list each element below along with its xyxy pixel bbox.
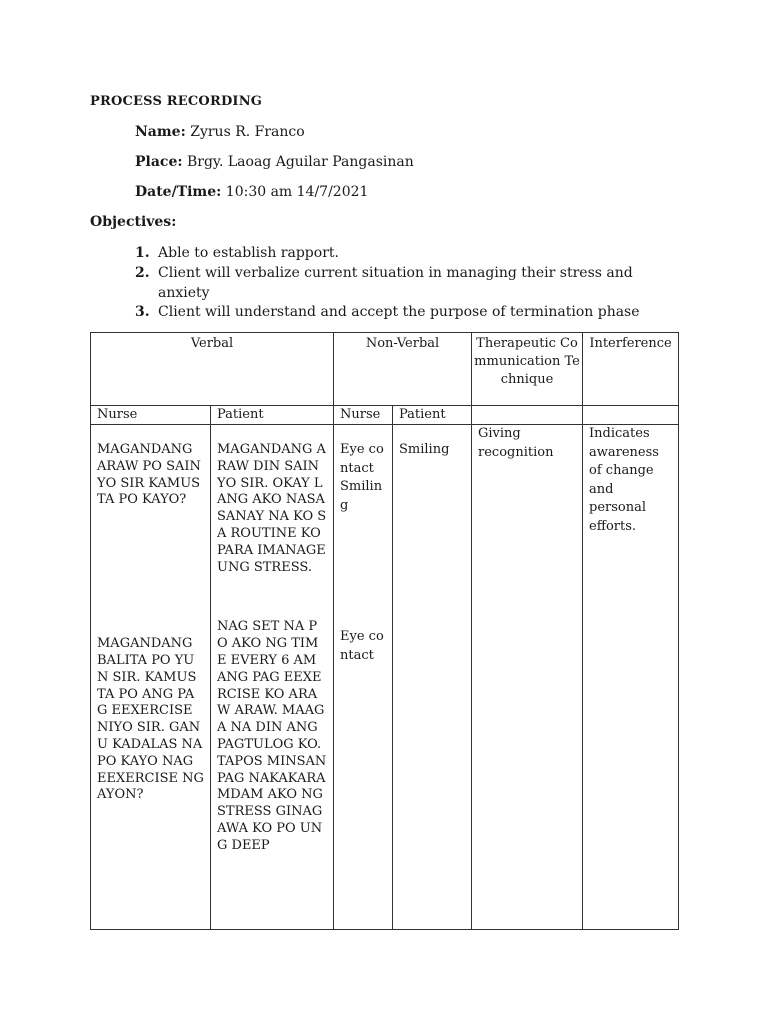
process-recording-table: [90, 332, 679, 930]
patient-verbal-text: NAG SET NA PO AKO NG TIME EVERY 6 AM ANG PAG EEXERCISE KO ARAW ARAW. MAAGA NA DIN ANG PAGTULOG KO. TAPOS MINSAN PAG NAKAKARAMDAM AKO NG STRESS GINAGAWA KO PO UNG DEEP: [217, 619, 327, 853]
header-interference: Interference: [583, 333, 679, 406]
objective-text: Able to establish rapport.: [158, 245, 339, 261]
subheader-nv-patient: Patient: [393, 406, 472, 425]
subheader-patient: Patient: [211, 406, 334, 425]
subheader-technique-empty: [472, 406, 583, 425]
objective-item: [135, 302, 675, 322]
table-row: [91, 425, 679, 930]
objective-number: 3.: [135, 304, 150, 320]
objective-number: 2.: [135, 265, 150, 281]
datetime-field: [135, 184, 368, 200]
row-technique-cell: [472, 425, 583, 930]
table-subheader-row: [91, 406, 679, 425]
objective-item: [135, 263, 675, 303]
row-nv-nurse-cell: [334, 425, 393, 930]
nurse-verbal-text: MAGANDANG ARAW PO SAINYO SIR KAMUSTA PO KAYO?: [97, 442, 201, 508]
row-interference-cell: [583, 425, 679, 930]
name-field: [135, 124, 305, 140]
page-title: PROCESS RECORDING: [90, 94, 263, 109]
datetime-label: Date/Time:: [135, 184, 222, 200]
objective-number: 1.: [135, 245, 150, 261]
subheader-nurse: Nurse: [91, 406, 211, 425]
patient-nonverbal-text: Smiling: [399, 442, 450, 457]
row-nv-patient-cell: [393, 425, 472, 930]
datetime-value: 10:30 am 14/7/2021: [225, 184, 369, 200]
name-value: Zyrus R. Franco: [190, 124, 305, 140]
place-value: Brgy. Laoag Aguilar Pangasinan: [186, 154, 414, 170]
header-verbal: Verbal: [91, 333, 334, 406]
row-nurse-cell: [91, 425, 211, 930]
interference-text: Indicates awareness of change and personal efforts.: [589, 426, 659, 534]
objectives-heading: Objectives:: [90, 214, 177, 230]
patient-verbal-text: MAGANDANG ARAW DIN SAINYO SIR. OKAY LANG AKO NASASANAY NA KO SA ROUTINE KO PARA IMANAGE UNG STRESS.: [217, 442, 327, 575]
place-label: Place:: [135, 154, 183, 170]
header-nonverbal: Non-Verbal: [334, 333, 472, 406]
name-label: Name:: [135, 124, 186, 140]
header-technique: Therapeutic Communication Technique: [472, 333, 583, 406]
nurse-verbal-text: MAGANDANG BALITA PO YUN SIR. KAMUSTA PO ANG PAG EEXERCISE NIYO SIR. GANU KADALAS NA PO KAYO NAG EEXERCISE NGAYON?: [97, 636, 204, 803]
subheader-nv-nurse: Nurse: [334, 406, 393, 425]
objective-item: [135, 243, 675, 263]
objective-text: Client will understand and accept the purpose of termination phase: [158, 304, 640, 320]
nurse-nonverbal-text: Eye contact: [340, 629, 384, 663]
place-field: [135, 154, 414, 170]
table-header-row: [91, 333, 679, 406]
objective-text: Client will verbalize current situation in managing their stress and anxiety: [158, 265, 633, 301]
technique-text: Giving recognition: [478, 426, 554, 460]
nurse-nonverbal-text: Eye contact Smiling: [340, 442, 384, 513]
subheader-interference-empty: [583, 406, 679, 425]
row-patient-cell: [211, 425, 334, 930]
